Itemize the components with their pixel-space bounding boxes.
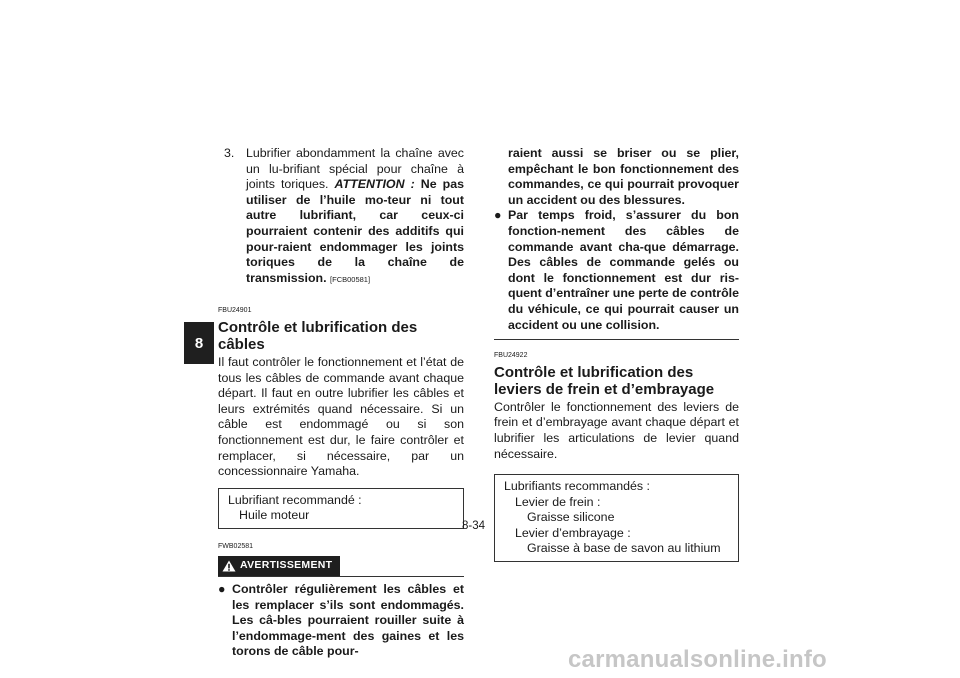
warning-header: [218, 556, 464, 577]
chapter-tab-number: 8: [194, 334, 204, 352]
section-ref: FBU24901: [218, 307, 252, 315]
step-text: Lubrifier abondamment la chaîne avec un lu-brifiant spécial pour chaîne à joints toriques.: [246, 146, 464, 192]
warning-triangle-icon: [222, 560, 236, 572]
lubricant-box-value: Huile moteur: [239, 508, 310, 523]
warning-continued-text: raient aussi se briser ou se plier, empêchant le bon fonctionnement des commandes, ce qui pourrait provoquer un accident ou des blessures.: [508, 146, 739, 207]
clutch-lever-lubricant: Graisse à base de savon au lithium: [527, 541, 721, 556]
warning-end-rule: [494, 339, 739, 340]
warning-bullet-2: [494, 208, 739, 333]
watermark: carmanualsonline.info: [568, 646, 827, 673]
right-column: [494, 146, 739, 568]
warning-bullet-1-text: Contrôler régulièrement les câbles et les remplacer s’ils sont endommagés. Les câ-bles pourraient rouiller suite à l’endommage-ment des gaines et les torons de câble pour-: [232, 582, 464, 659]
lubricant-box-label: Lubrifiant recommandé :: [228, 492, 362, 507]
warning-label: AVERTISSEMENT: [240, 559, 333, 572]
step-number: 3.: [224, 146, 235, 160]
lubricants-box-label: Lubrifiants recommandés :: [504, 479, 651, 494]
warning-badge: [218, 556, 340, 576]
step-body: [246, 146, 464, 287]
step-3: [218, 146, 464, 287]
left-column: [218, 146, 464, 660]
page-number: 8-34: [462, 520, 486, 532]
warning-bullet-1-continued: [494, 146, 739, 208]
warning-ref: FWB02581: [218, 542, 254, 550]
brake-lever-lubricant: Graisse silicone: [527, 510, 615, 525]
chapter-tab: [184, 322, 214, 364]
lubricant-box: [218, 488, 464, 529]
bullet-icon: ●: [218, 582, 226, 597]
attention-text: Ne pas utiliser de l’huile mo-teur ni tout autre lubrifiant, car ceux-ci pourraient contenir des additifs qui pour-raient endommager les joints toriques de la chaîne de transmission.: [246, 177, 464, 285]
attention-label: ATTENTION :: [334, 177, 415, 192]
clutch-lever-label: Levier d’embrayage :: [515, 525, 631, 540]
section-body-levers: Contrôler le fonctionnement des leviers de frein et d’embrayage avant chaque départ et lubrifier les articulations de levier quand nécessaire.: [494, 399, 739, 461]
brake-lever-label: Levier de frein :: [515, 494, 601, 509]
warning-bullet-1: [218, 582, 464, 660]
section-body-cables: Il faut contrôler le fonctionnement et l’état de tous les câbles de commande avant chaque départ. Il faut en outre lubrifier les câbles et leurs extrémités quand nécessaire. Si un câble est endommagé ou si son fonctionnement est dur, le faire contrôler et remplacer, si nécessaire, par un concessionnaire Yamaha.: [218, 354, 464, 479]
lubricants-box: [494, 474, 739, 562]
warning-bullet-2-text: Par temps froid, s’assurer du bon fonction-nement des câbles de commande avant cha-que démarrage. Des câbles de commande gelés ou dont le fonctionnement est dur ris-quent d’entraîner une perte de contrôle du véhicule, ce qui pourrait causer un accident ou une collision.: [508, 208, 739, 332]
section-ref: FBU24922: [494, 352, 528, 360]
section-title-cables: Contrôle et lubrification des câbles: [218, 318, 418, 353]
section-title-levers: Contrôle et lubrification des leviers de frein et d’embrayage: [494, 363, 715, 398]
attention-code: [FCB00581]: [330, 274, 371, 284]
bullet-icon: ●: [494, 208, 502, 223]
